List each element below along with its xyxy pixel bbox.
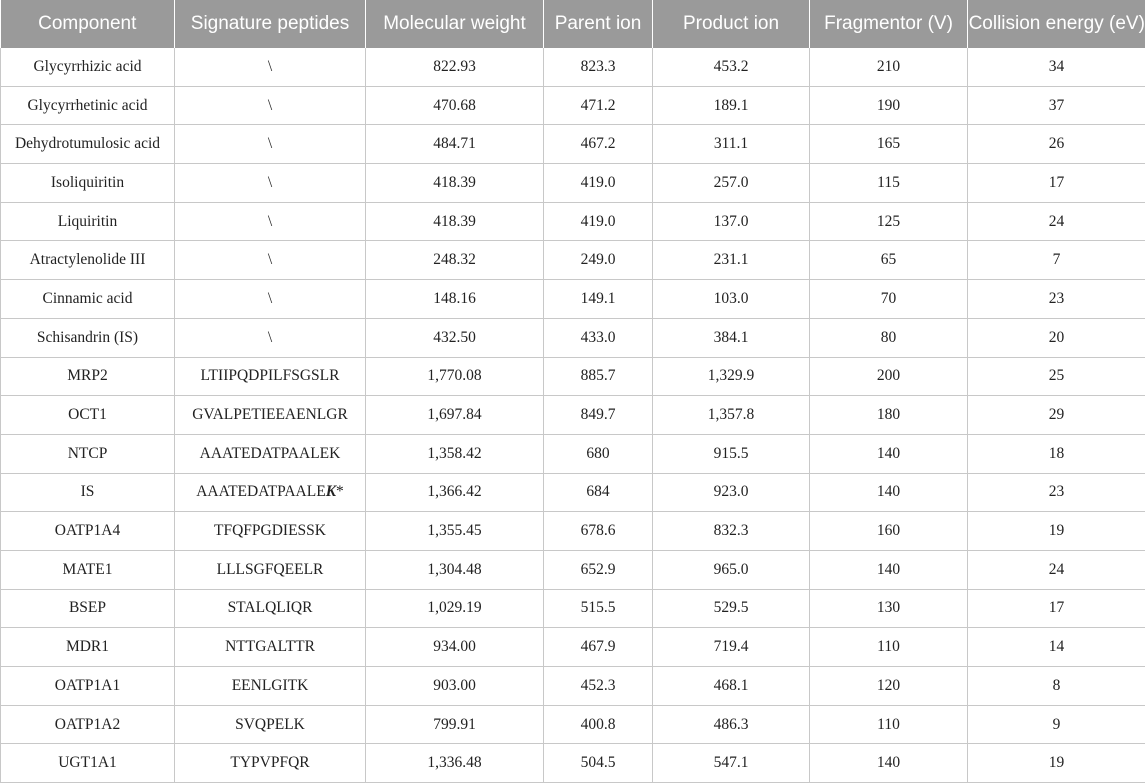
cell-component: NTCP bbox=[1, 434, 175, 473]
cell-parent-ion: 849.7 bbox=[544, 396, 653, 435]
cell-component: MDR1 bbox=[1, 628, 175, 667]
cell-collision-energy: 17 bbox=[968, 589, 1145, 628]
cell-fragmentor: 165 bbox=[810, 125, 968, 164]
cell-molecular-weight: 1,697.84 bbox=[366, 396, 544, 435]
cell-molecular-weight: 470.68 bbox=[366, 86, 544, 125]
table-row bbox=[1, 512, 1145, 551]
cell-collision-energy: 23 bbox=[968, 280, 1145, 319]
cell-molecular-weight: 799.91 bbox=[366, 705, 544, 744]
cell-molecular-weight: 1,029.19 bbox=[366, 589, 544, 628]
cell-fragmentor: 115 bbox=[810, 164, 968, 203]
cell-component: Glycyrrhetinic acid bbox=[1, 86, 175, 125]
cell-parent-ion: 467.2 bbox=[544, 125, 653, 164]
cell-signature-peptide: \ bbox=[175, 48, 366, 86]
cell-signature-peptide: \ bbox=[175, 280, 366, 319]
cell-parent-ion: 515.5 bbox=[544, 589, 653, 628]
cell-product-ion: 257.0 bbox=[653, 164, 810, 203]
cell-product-ion: 1,357.8 bbox=[653, 396, 810, 435]
cell-component: Isoliquiritin bbox=[1, 164, 175, 203]
table-row bbox=[1, 357, 1145, 396]
cell-collision-energy: 24 bbox=[968, 550, 1145, 589]
table-row bbox=[1, 318, 1145, 357]
cell-component: MATE1 bbox=[1, 550, 175, 589]
cell-molecular-weight: 1,358.42 bbox=[366, 434, 544, 473]
header-component: Component bbox=[1, 0, 175, 48]
cell-collision-energy: 29 bbox=[968, 396, 1145, 435]
cell-fragmentor: 130 bbox=[810, 589, 968, 628]
cell-molecular-weight: 822.93 bbox=[366, 48, 544, 86]
table-row bbox=[1, 473, 1145, 512]
table-row bbox=[1, 125, 1145, 164]
cell-collision-energy: 8 bbox=[968, 667, 1145, 706]
cell-parent-ion: 504.5 bbox=[544, 744, 653, 783]
cell-molecular-weight: 148.16 bbox=[366, 280, 544, 319]
cell-collision-energy: 24 bbox=[968, 202, 1145, 241]
cell-parent-ion: 400.8 bbox=[544, 705, 653, 744]
table-header bbox=[1, 0, 1145, 48]
cell-component: Dehydrotumulosic acid bbox=[1, 125, 175, 164]
cell-collision-energy: 34 bbox=[968, 48, 1145, 86]
cell-collision-energy: 25 bbox=[968, 357, 1145, 396]
cell-fragmentor: 80 bbox=[810, 318, 968, 357]
cell-product-ion: 311.1 bbox=[653, 125, 810, 164]
cell-parent-ion: 684 bbox=[544, 473, 653, 512]
cell-component: Liquiritin bbox=[1, 202, 175, 241]
cell-parent-ion: 885.7 bbox=[544, 357, 653, 396]
table-body bbox=[1, 48, 1145, 783]
cell-component: Cinnamic acid bbox=[1, 280, 175, 319]
cell-product-ion: 915.5 bbox=[653, 434, 810, 473]
cell-component: BSEP bbox=[1, 589, 175, 628]
cell-component: MRP2 bbox=[1, 357, 175, 396]
cell-product-ion: 719.4 bbox=[653, 628, 810, 667]
cell-product-ion: 547.1 bbox=[653, 744, 810, 783]
peptide-prefix: AAATEDATPAALE bbox=[196, 483, 325, 500]
table-row bbox=[1, 705, 1145, 744]
cell-parent-ion: 467.9 bbox=[544, 628, 653, 667]
cell-signature-peptide: TFQFPGDIESSK bbox=[175, 512, 366, 551]
header-collision-energy: Collision energy (eV) bbox=[968, 0, 1145, 48]
cell-product-ion: 832.3 bbox=[653, 512, 810, 551]
cell-collision-energy: 19 bbox=[968, 744, 1145, 783]
table-row bbox=[1, 589, 1145, 628]
cell-fragmentor: 110 bbox=[810, 705, 968, 744]
cell-fragmentor: 110 bbox=[810, 628, 968, 667]
table-row bbox=[1, 628, 1145, 667]
cell-fragmentor: 160 bbox=[810, 512, 968, 551]
cell-collision-energy: 14 bbox=[968, 628, 1145, 667]
cell-parent-ion: 452.3 bbox=[544, 667, 653, 706]
label-mark: * bbox=[336, 483, 344, 500]
cell-collision-energy: 9 bbox=[968, 705, 1145, 744]
cell-collision-energy: 26 bbox=[968, 125, 1145, 164]
cell-fragmentor: 140 bbox=[810, 473, 968, 512]
cell-collision-energy: 17 bbox=[968, 164, 1145, 203]
cell-signature-peptide: \ bbox=[175, 318, 366, 357]
cell-product-ion: 965.0 bbox=[653, 550, 810, 589]
cell-fragmentor: 200 bbox=[810, 357, 968, 396]
cell-component: Atractylenolide III bbox=[1, 241, 175, 280]
cell-parent-ion: 680 bbox=[544, 434, 653, 473]
header-signature-peptides: Signature peptides bbox=[175, 0, 366, 48]
cell-fragmentor: 140 bbox=[810, 550, 968, 589]
cell-signature-peptide: \ bbox=[175, 164, 366, 203]
cell-product-ion: 453.2 bbox=[653, 48, 810, 86]
table-row bbox=[1, 86, 1145, 125]
cell-component: OATP1A2 bbox=[1, 705, 175, 744]
cell-signature-peptide: NTTGALTTR bbox=[175, 628, 366, 667]
cell-signature-peptide: SVQPELK bbox=[175, 705, 366, 744]
header-molecular-weight: Molecular weight bbox=[366, 0, 544, 48]
cell-fragmentor: 120 bbox=[810, 667, 968, 706]
cell-molecular-weight: 418.39 bbox=[366, 202, 544, 241]
table-row bbox=[1, 744, 1145, 783]
table-row bbox=[1, 434, 1145, 473]
cell-parent-ion: 652.9 bbox=[544, 550, 653, 589]
cell-signature-peptide: STALQLIQR bbox=[175, 589, 366, 628]
cell-collision-energy: 20 bbox=[968, 318, 1145, 357]
cell-component: OCT1 bbox=[1, 396, 175, 435]
cell-signature-peptide: \ bbox=[175, 86, 366, 125]
cell-product-ion: 137.0 bbox=[653, 202, 810, 241]
cell-product-ion: 384.1 bbox=[653, 318, 810, 357]
table-row bbox=[1, 396, 1145, 435]
cell-product-ion: 189.1 bbox=[653, 86, 810, 125]
cell-product-ion: 468.1 bbox=[653, 667, 810, 706]
table-row bbox=[1, 241, 1145, 280]
cell-fragmentor: 210 bbox=[810, 48, 968, 86]
cell-signature-peptide: \ bbox=[175, 202, 366, 241]
cell-molecular-weight: 432.50 bbox=[366, 318, 544, 357]
header-fragmentor: Fragmentor (V) bbox=[810, 0, 968, 48]
cell-molecular-weight: 1,355.45 bbox=[366, 512, 544, 551]
cell-parent-ion: 471.2 bbox=[544, 86, 653, 125]
cell-signature-peptide: TYPVPFQR bbox=[175, 744, 366, 783]
table-row bbox=[1, 550, 1145, 589]
cell-signature-peptide: \ bbox=[175, 125, 366, 164]
header-product-ion: Product ion bbox=[653, 0, 810, 48]
cell-parent-ion: 249.0 bbox=[544, 241, 653, 280]
cell-signature-peptide: \ bbox=[175, 241, 366, 280]
cell-signature-peptide: EENLGITK bbox=[175, 667, 366, 706]
table-row bbox=[1, 164, 1145, 203]
cell-component: OATP1A1 bbox=[1, 667, 175, 706]
cell-component: Schisandrin (IS) bbox=[1, 318, 175, 357]
cell-molecular-weight: 934.00 bbox=[366, 628, 544, 667]
cell-fragmentor: 190 bbox=[810, 86, 968, 125]
cell-molecular-weight: 484.71 bbox=[366, 125, 544, 164]
cell-component: OATP1A4 bbox=[1, 512, 175, 551]
header-row bbox=[1, 0, 1145, 48]
cell-molecular-weight: 1,366.42 bbox=[366, 473, 544, 512]
cell-product-ion: 231.1 bbox=[653, 241, 810, 280]
cell-molecular-weight: 1,336.48 bbox=[366, 744, 544, 783]
cell-collision-energy: 18 bbox=[968, 434, 1145, 473]
cell-parent-ion: 823.3 bbox=[544, 48, 653, 86]
cell-collision-energy: 19 bbox=[968, 512, 1145, 551]
cell-molecular-weight: 903.00 bbox=[366, 667, 544, 706]
cell-fragmentor: 180 bbox=[810, 396, 968, 435]
cell-component: IS bbox=[1, 473, 175, 512]
labeled-residue: K bbox=[326, 483, 336, 500]
cell-product-ion: 486.3 bbox=[653, 705, 810, 744]
cell-parent-ion: 419.0 bbox=[544, 202, 653, 241]
cell-signature-peptide: LTIIPQDPILFSGSLR bbox=[175, 357, 366, 396]
cell-fragmentor: 65 bbox=[810, 241, 968, 280]
cell-collision-energy: 37 bbox=[968, 86, 1145, 125]
cell-molecular-weight: 418.39 bbox=[366, 164, 544, 203]
cell-product-ion: 103.0 bbox=[653, 280, 810, 319]
cell-fragmentor: 125 bbox=[810, 202, 968, 241]
cell-molecular-weight: 1,770.08 bbox=[366, 357, 544, 396]
cell-molecular-weight: 1,304.48 bbox=[366, 550, 544, 589]
cell-signature-peptide: AAATEDATPAALEK bbox=[175, 434, 366, 473]
cell-parent-ion: 433.0 bbox=[544, 318, 653, 357]
table-row bbox=[1, 667, 1145, 706]
cell-parent-ion: 419.0 bbox=[544, 164, 653, 203]
cell-signature-peptide: GVALPETIEEAENLGR bbox=[175, 396, 366, 435]
cell-parent-ion: 678.6 bbox=[544, 512, 653, 551]
table-row bbox=[1, 202, 1145, 241]
cell-parent-ion: 149.1 bbox=[544, 280, 653, 319]
cell-collision-energy: 7 bbox=[968, 241, 1145, 280]
cell-product-ion: 529.5 bbox=[653, 589, 810, 628]
cell-signature-peptide bbox=[175, 473, 366, 512]
table-row bbox=[1, 280, 1145, 319]
cell-component: Glycyrrhizic acid bbox=[1, 48, 175, 86]
cell-signature-peptide: LLLSGFQEELR bbox=[175, 550, 366, 589]
header-parent-ion: Parent ion bbox=[544, 0, 653, 48]
table-row bbox=[1, 48, 1145, 86]
cell-molecular-weight: 248.32 bbox=[366, 241, 544, 280]
cell-collision-energy: 23 bbox=[968, 473, 1145, 512]
cell-fragmentor: 140 bbox=[810, 434, 968, 473]
cell-product-ion: 923.0 bbox=[653, 473, 810, 512]
cell-fragmentor: 140 bbox=[810, 744, 968, 783]
cell-product-ion: 1,329.9 bbox=[653, 357, 810, 396]
cell-component: UGT1A1 bbox=[1, 744, 175, 783]
cell-fragmentor: 70 bbox=[810, 280, 968, 319]
